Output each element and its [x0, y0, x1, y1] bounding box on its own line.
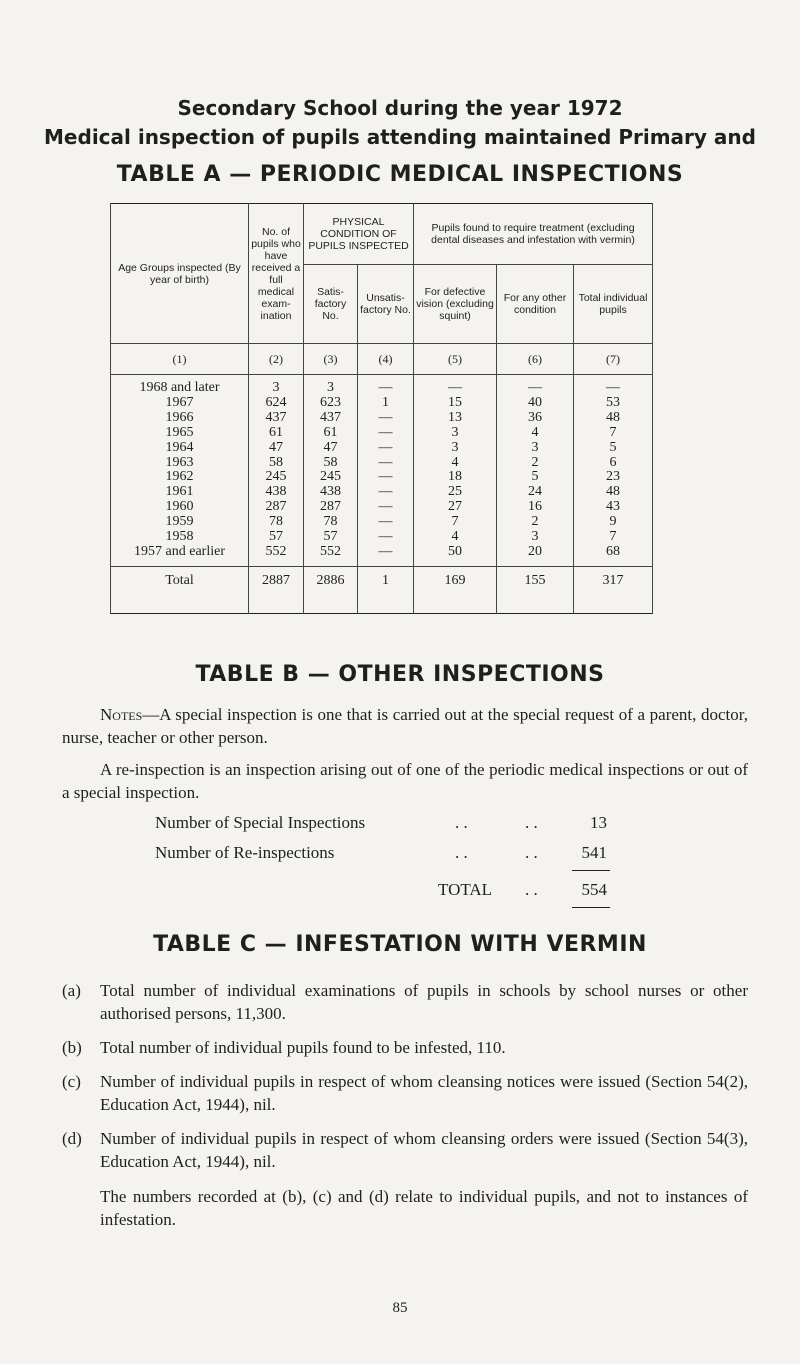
item-text: Number of individual pupils in respect of whom cleansing notices were issued (Section 54(2), Education Act, 1944), nil. [100, 1072, 748, 1114]
title-line-2: Medical inspection of pupils attending maintained Primary and [44, 125, 756, 149]
item-label: (d) [62, 1129, 82, 1148]
reinspections-label: Number of Re-inspections [155, 843, 335, 862]
value-cell: 61 [304, 426, 358, 441]
value-cell: 13 [414, 411, 497, 426]
header-physical-condition: PHYSICAL CONDITION OF PUPILS INSPECTED [304, 204, 414, 265]
age-group-cell: 1960 [111, 500, 249, 515]
header-defective-vision: For defective vision (excluding squint) [414, 265, 497, 344]
column-number: (2) [249, 344, 304, 375]
age-group-cell: 1959 [111, 515, 249, 530]
value-cell: 36 [497, 411, 574, 426]
table-a-body [111, 375, 653, 567]
value-cell: — [497, 375, 574, 396]
table-row [111, 500, 653, 515]
value-cell: — [358, 515, 414, 530]
age-group-cell: 1966 [111, 411, 249, 426]
value-cell: 3 [497, 441, 574, 456]
value-cell: 7 [414, 515, 497, 530]
value-cell: 15 [414, 396, 497, 411]
value-cell: 438 [249, 485, 304, 500]
value-cell: 552 [249, 545, 304, 566]
table-b-title: TABLE B — OTHER INSPECTIONS [195, 662, 605, 687]
sum-rule-top [572, 870, 610, 871]
infestation-item-d [62, 1127, 748, 1173]
total-label: TOTAL [438, 880, 493, 899]
value-cell: 4 [414, 456, 497, 471]
note-text: The numbers recorded at (b), (c) and (d) relate to individual pupils, and not to instances of infestation. [100, 1187, 748, 1229]
item-text: Total number of individual pupils found to be infested, 110. [100, 1038, 506, 1057]
total-cell: 2886 [304, 566, 358, 613]
value-cell: — [358, 485, 414, 500]
total-row [111, 566, 653, 613]
value-cell: — [358, 375, 414, 396]
total-cell: 317 [574, 566, 653, 613]
table-row [111, 530, 653, 545]
age-group-cell: 1963 [111, 456, 249, 471]
value-cell: 48 [574, 411, 653, 426]
item-label: (a) [62, 981, 81, 1000]
value-cell: 53 [574, 396, 653, 411]
value-cell: 2 [497, 515, 574, 530]
value-cell: — [358, 411, 414, 426]
value-cell: 245 [304, 470, 358, 485]
value-cell: 57 [304, 530, 358, 545]
table-row [111, 545, 653, 566]
value-cell: 437 [249, 411, 304, 426]
value-cell: 4 [414, 530, 497, 545]
leader-dots: . . [455, 813, 468, 832]
item-text: Number of individual pupils in respect of whom cleansing orders were issued (Section 54(3), Education Act, 1944), nil. [100, 1129, 748, 1171]
table-a-title: TABLE A — PERIODIC MEDICAL INSPECTIONS [116, 162, 684, 187]
column-number: (5) [414, 344, 497, 375]
header-unsatisfactory: Unsatis-factory No. [358, 265, 414, 344]
value-cell: 58 [249, 456, 304, 471]
value-cell: 47 [304, 441, 358, 456]
table-row [111, 396, 653, 411]
title-line-1: Secondary School during the year 1972 [177, 96, 623, 120]
value-cell: 245 [249, 470, 304, 485]
header-pupils-examined: No. of pupils who have received a full medical exam-ination [249, 204, 304, 344]
value-cell: 40 [497, 396, 574, 411]
infestation-item-c [62, 1070, 748, 1116]
value-cell: 287 [249, 500, 304, 515]
value-cell: 58 [304, 456, 358, 471]
value-cell: 48 [574, 485, 653, 500]
table-row [111, 456, 653, 471]
header-other-condition: For any other condition [497, 265, 574, 344]
special-inspections-value: 13 [590, 813, 607, 832]
value-cell: 623 [304, 396, 358, 411]
sum-rule-bottom [572, 907, 610, 908]
leader-dots: . . [525, 843, 538, 862]
infestation-note [62, 1185, 748, 1231]
reinspection-paragraph: A re-inspection is an inspection arising out of one of the periodic medical inspections or out of a special inspection. [62, 760, 748, 802]
infestation-item-a [62, 979, 748, 1025]
leader-dots: . . [455, 843, 468, 862]
item-label: (b) [62, 1038, 82, 1057]
value-cell: — [358, 530, 414, 545]
table-row [111, 515, 653, 530]
value-cell: 3 [414, 441, 497, 456]
value-cell: 1 [358, 396, 414, 411]
value-cell: 5 [574, 441, 653, 456]
total-cell: 155 [497, 566, 574, 613]
header-total-individual: Total individual pupils [574, 265, 653, 344]
item-label: (c) [62, 1072, 81, 1091]
table-row [111, 375, 653, 396]
age-group-cell: 1965 [111, 426, 249, 441]
value-cell: — [358, 441, 414, 456]
value-cell: — [414, 375, 497, 396]
value-cell: 61 [249, 426, 304, 441]
total-cell: Total [111, 566, 249, 613]
notes-paragraph [62, 703, 748, 749]
value-cell: 3 [249, 375, 304, 396]
total-value: 554 [581, 880, 607, 899]
special-inspections-label: Number of Special Inspections [155, 813, 366, 832]
value-cell: 20 [497, 545, 574, 566]
value-cell: 25 [414, 485, 497, 500]
value-cell: 7 [574, 426, 653, 441]
value-cell: 3 [414, 426, 497, 441]
infestation-item-b [62, 1036, 748, 1059]
value-cell: 78 [249, 515, 304, 530]
page-number: 85 [392, 1300, 408, 1316]
table-a [110, 203, 653, 614]
value-cell: 2 [497, 456, 574, 471]
reinspections-value: 541 [581, 843, 607, 862]
total-cell: 169 [414, 566, 497, 613]
value-cell: 27 [414, 500, 497, 515]
table-c-title: TABLE C — INFESTATION WITH VERMIN [153, 932, 647, 957]
age-group-cell: 1961 [111, 485, 249, 500]
value-cell: 3 [304, 375, 358, 396]
value-cell: 18 [414, 470, 497, 485]
age-group-cell: 1958 [111, 530, 249, 545]
value-cell: — [358, 545, 414, 566]
value-cell: 287 [304, 500, 358, 515]
value-cell: 50 [414, 545, 497, 566]
value-cell: 24 [497, 485, 574, 500]
age-group-cell: 1968 and later [111, 375, 249, 396]
value-cell: 5 [497, 470, 574, 485]
value-cell: — [358, 500, 414, 515]
value-cell: 57 [249, 530, 304, 545]
value-cell: — [358, 426, 414, 441]
value-cell: 6 [574, 456, 653, 471]
value-cell: 23 [574, 470, 653, 485]
table-row [111, 441, 653, 456]
age-group-cell: 1964 [111, 441, 249, 456]
value-cell: 7 [574, 530, 653, 545]
leader-dots: . . [525, 813, 538, 832]
table-row [111, 426, 653, 441]
header-satisfactory: Satis-factory No. [304, 265, 358, 344]
table-row [111, 470, 653, 485]
value-cell: 552 [304, 545, 358, 566]
total-cell: 1 [358, 566, 414, 613]
value-cell: 4 [497, 426, 574, 441]
column-number: (6) [497, 344, 574, 375]
column-number: (3) [304, 344, 358, 375]
value-cell: 78 [304, 515, 358, 530]
header-pupils-found: Pupils found to require treatment (excluding dental diseases and infestation with vermin) [414, 204, 653, 265]
table-row [111, 411, 653, 426]
column-number: (4) [358, 344, 414, 375]
value-cell: — [574, 375, 653, 396]
header-age-groups: Age Groups inspected (By year of birth) [111, 204, 249, 344]
value-cell: 437 [304, 411, 358, 426]
value-cell: — [358, 456, 414, 471]
notes-label: Notes [100, 705, 143, 724]
age-group-cell: 1957 and earlier [111, 545, 249, 566]
value-cell: 3 [497, 530, 574, 545]
value-cell: 438 [304, 485, 358, 500]
value-cell: 16 [497, 500, 574, 515]
value-cell: 9 [574, 515, 653, 530]
total-cell: 2887 [249, 566, 304, 613]
value-cell: — [358, 470, 414, 485]
table-row [111, 485, 653, 500]
leader-dots: . . [525, 880, 538, 899]
item-text: Total number of individual examinations of pupils in schools by school nurses or other authorised persons, 11,300. [100, 981, 748, 1023]
value-cell: 68 [574, 545, 653, 566]
column-numbers-row [111, 344, 653, 375]
notes-text: —A special inspection is one that is carried out at the special request of a parent, doctor, nurse, teacher or other person. [62, 705, 748, 747]
value-cell: 47 [249, 441, 304, 456]
value-cell: 624 [249, 396, 304, 411]
column-number: (1) [111, 344, 249, 375]
value-cell: 43 [574, 500, 653, 515]
age-group-cell: 1967 [111, 396, 249, 411]
age-group-cell: 1962 [111, 470, 249, 485]
column-number: (7) [574, 344, 653, 375]
